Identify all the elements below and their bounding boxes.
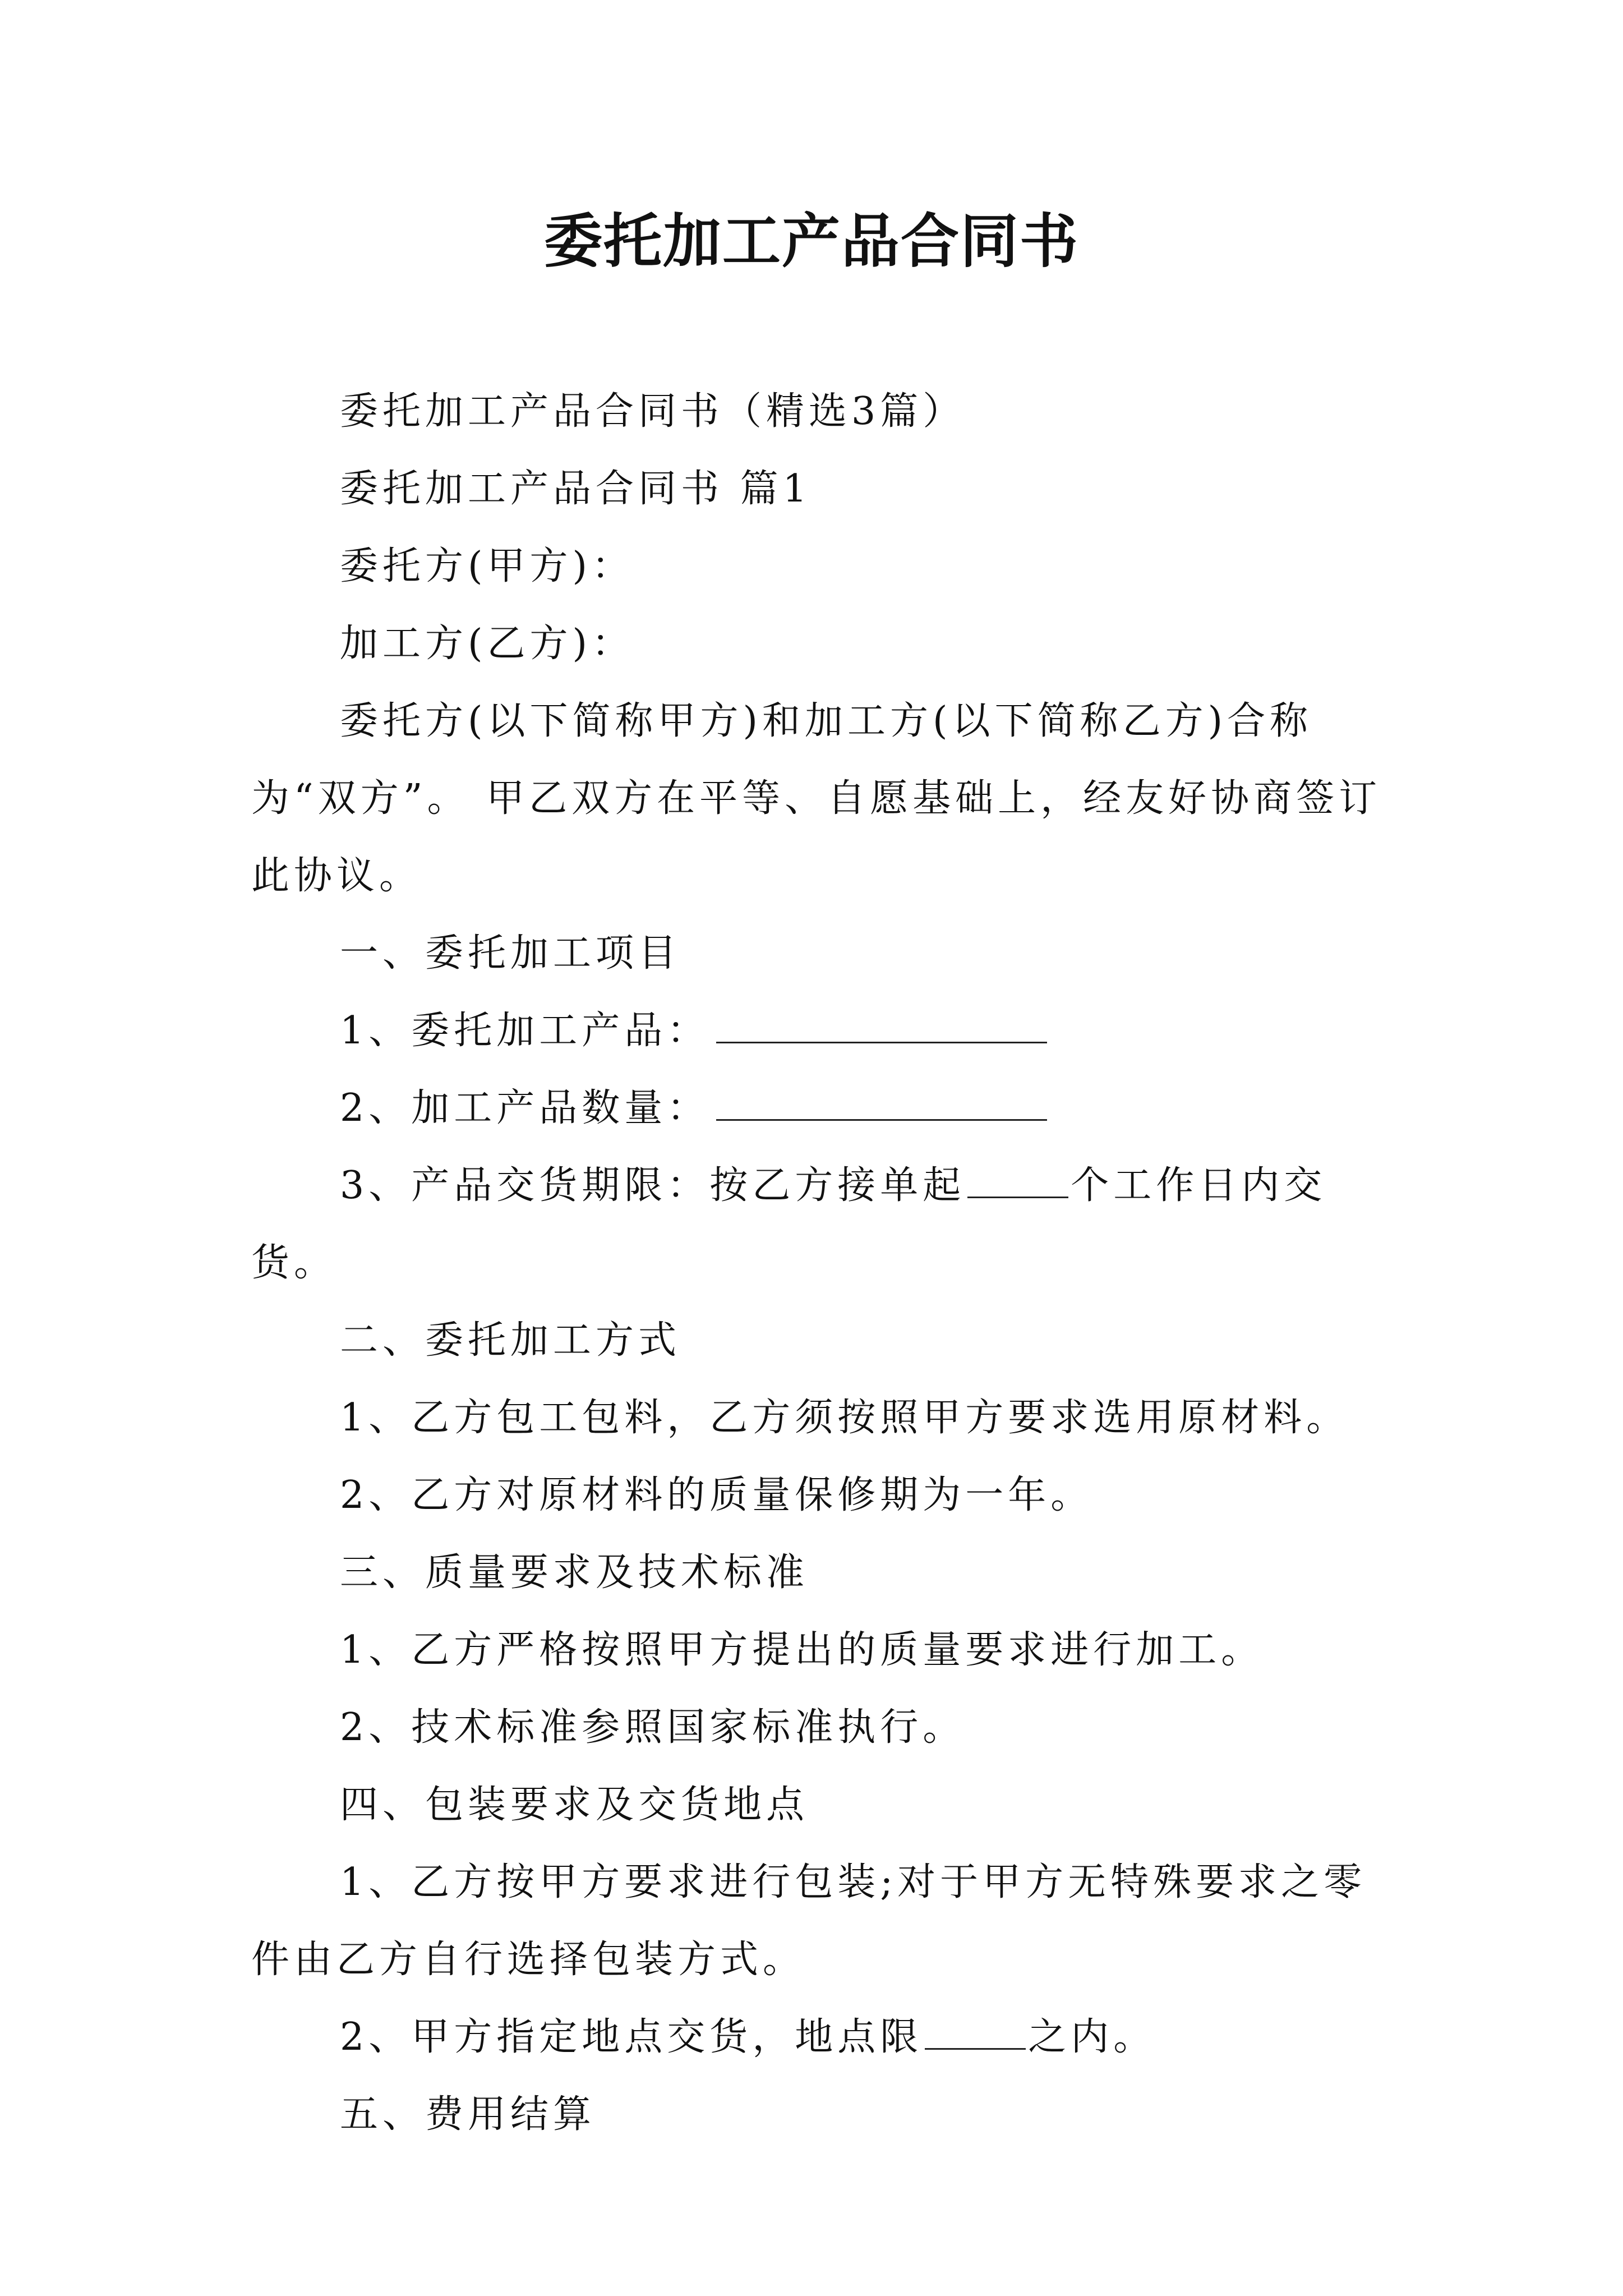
item-1-2 <box>251 1070 1390 1147</box>
section-5-title: 五、费用结算 <box>340 2092 596 2137</box>
section-2-title: 二、委托加工方式 <box>340 1318 681 1363</box>
section-heading: 委托加工产品合同书 篇1 <box>340 467 811 511</box>
location-blank <box>925 2047 1026 2050</box>
item-4-2-before: 2、甲方指定地点交货，地点限 <box>340 2015 923 2059</box>
section-3-title: 三、质量要求及技术标准 <box>340 1550 809 1595</box>
quantity-blank <box>716 1119 1047 1121</box>
item-4-2 <box>251 1999 1390 2076</box>
item-4-1: 1、乙方按甲方要求进行包装;对于甲方无特殊要求之零件由乙方自行选择包装方式。 <box>251 1860 1367 1982</box>
item-2-2: 2、乙方对原材料的质量保修期为一年。 <box>340 1473 1094 1517</box>
item-1-3 <box>251 1147 1390 1302</box>
intro-paragraph: 委托方(以下简称甲方)和加工方(以下简称乙方)合称为“双方”。 甲乙双方在平等、自愿基础上，经友好协商签订此协议。 <box>251 699 1382 898</box>
item-1-2-label: 2、加工产品数量： <box>340 1086 710 1130</box>
item-1-1-label: 1、委托加工产品： <box>340 1009 710 1053</box>
item-3-2: 2、技术标准参照国家标准执行。 <box>340 1705 966 1750</box>
item-1-1 <box>251 992 1390 1070</box>
document-title: 委托加工产品合同书 <box>543 206 1079 275</box>
item-2-1: 1、乙方包工包料，乙方须按照甲方要求选用原材料。 <box>340 1396 1349 1440</box>
section-1-title: 一、委托加工项目 <box>340 931 681 976</box>
item-1-3-after: 个工作日内交货。 <box>251 1163 1327 1285</box>
document-subtitle: 委托加工产品合同书（精选3篇） <box>340 389 966 434</box>
item-3-1: 1、乙方严格按照甲方提出的质量要求进行加工。 <box>340 1628 1264 1672</box>
item-1-3-before: 3、产品交货期限：按乙方接单起 <box>340 1163 966 1208</box>
section-4-title: 四、包装要求及交货地点 <box>340 1783 809 1827</box>
product-blank <box>716 1041 1047 1043</box>
party-a-line: 委托方(甲方)： <box>340 544 635 588</box>
party-b-line: 加工方(乙方)： <box>340 622 635 666</box>
days-blank <box>967 1196 1068 1198</box>
document-body <box>251 373 1390 2154</box>
item-4-2-after: 之内。 <box>1028 2015 1156 2059</box>
